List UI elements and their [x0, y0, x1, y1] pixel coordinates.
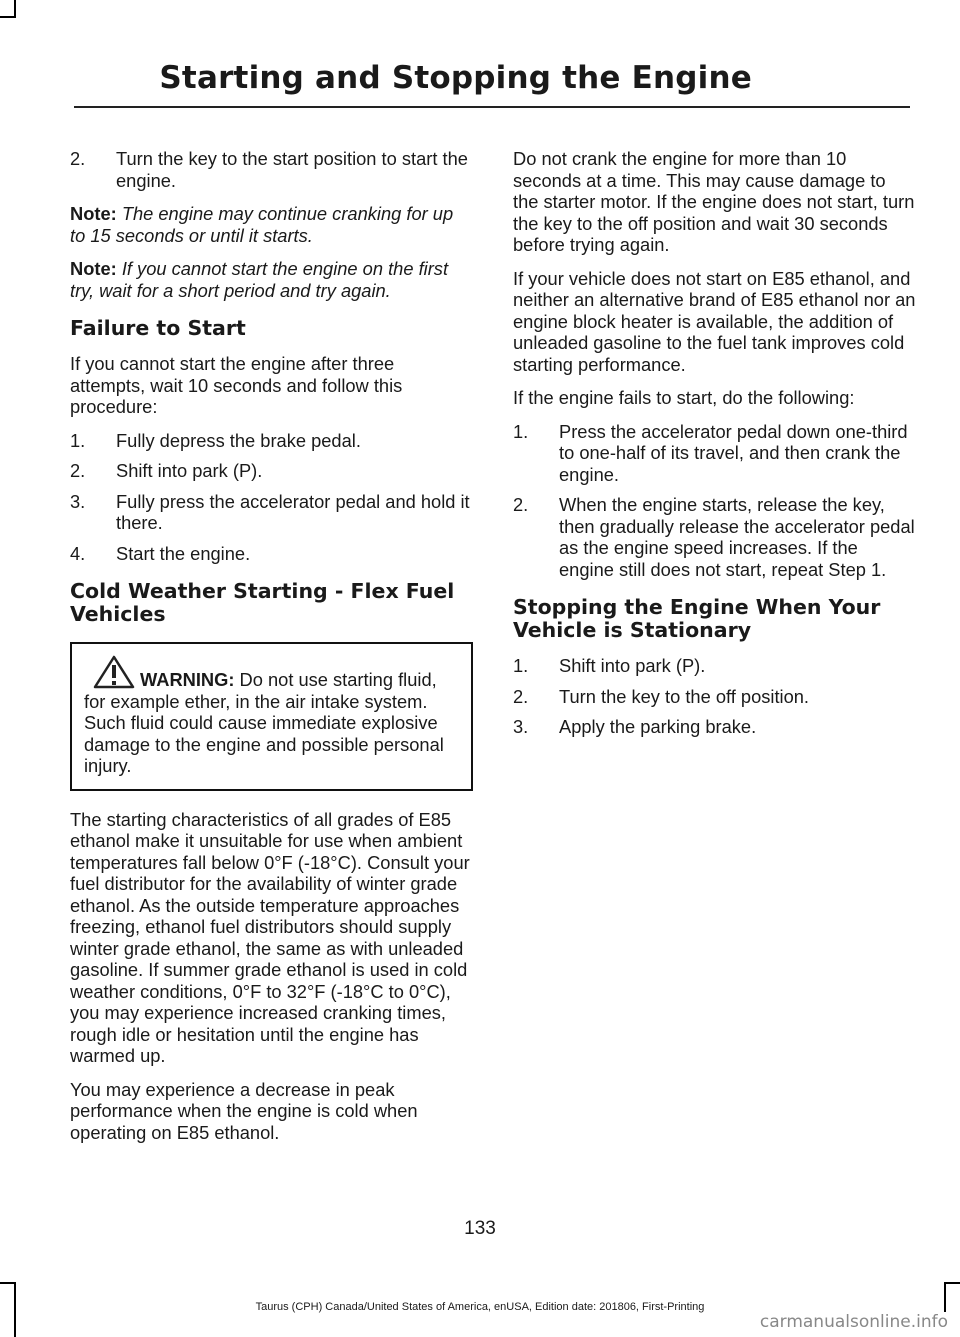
paragraph: If the engine fails to start, do the following:	[513, 387, 855, 408]
list-number: 3.	[70, 490, 86, 512]
list-text: Apply the parking brake.	[559, 716, 757, 737]
failure-steps	[70, 430, 473, 565]
list-item	[513, 686, 916, 708]
list-item	[70, 460, 473, 482]
note	[70, 258, 473, 301]
list-number: 2.	[70, 460, 86, 481]
list-text: Press the accelerator pedal down one-third to one-half of its travel, and then crank the engine.	[559, 420, 908, 485]
list-text: Shift into park (P).	[559, 655, 706, 676]
right-column	[513, 148, 916, 750]
list-number: 2.	[70, 148, 86, 169]
warning-label: WARNING:	[140, 669, 235, 690]
warning-triangle-icon	[92, 654, 136, 690]
section-heading-cold-weather: Cold Weather Starting - Flex Fuel Vehicles	[70, 579, 455, 626]
list-number: 4.	[70, 542, 86, 564]
page-number: 133	[464, 1218, 496, 1239]
list-text: Fully press the accelerator pedal and hold it there.	[116, 490, 470, 533]
edition-footer: Taurus (CPH) Canada/United States of America, enUSA, Edition date: 201806, First-Printing	[255, 1301, 705, 1313]
list-text: Fully depress the brake pedal.	[116, 429, 361, 451]
left-column	[70, 148, 473, 1155]
list-text: Turn the key to the off position.	[559, 685, 809, 707]
crop-mark	[944, 1282, 960, 1284]
section-heading-stopping: Stopping the Engine When Your Vehicle is Stationary	[513, 595, 881, 642]
page-title: Starting and Stopping the Engine	[159, 60, 752, 96]
list-number: 1.	[513, 655, 529, 676]
warning-text: Do not use starting fluid, for example ether, in the air intake system. Such fluid could cause immediate explosive damage to the engine and possible personal injury.	[84, 669, 444, 776]
list-text: When the engine starts, release the key, then gradually release the accelerator pedal as the engine speed increases. If the engine still does not start, repeat Step 1.	[559, 494, 915, 580]
list-number: 1.	[513, 420, 529, 442]
header-divider	[74, 106, 910, 108]
list-item	[70, 543, 473, 565]
list-number: 2.	[513, 685, 529, 707]
note-text: The engine may continue cranking for up to 15 seconds or until it starts.	[70, 203, 454, 246]
list-number: 1.	[70, 429, 86, 451]
start-steps-continued	[70, 148, 473, 191]
list-item	[70, 148, 473, 191]
paragraph: The starting characteristics of all grades of E85 ethanol make it unsuitable for use when ambient temperatures fall below 0°F (-18°C). Consult your fuel distributor for the availability of winter grade ethanol. As the outside temperature approaches freezing, ethanol fuel distributors should supply winter grade ethanol, the same as with unleaded gasoline. If summer grade ethanol is used in cold weather conditions, 0°F to 32°F (-18°C to 0°C), you may experience increased cranking times, rough idle or hesitation until the engine has warmed up.	[70, 808, 470, 1066]
list-item	[70, 430, 473, 452]
list-item	[513, 421, 916, 486]
section-heading-failure: Failure to Start	[70, 316, 246, 340]
note-label: Note:	[70, 203, 117, 224]
warning-box	[70, 642, 473, 791]
paragraph: Do not crank the engine for more than 10 seconds at a time. This may cause damage to the starter motor. If the engine does not start, turn the key to the off position and wait 30 seconds before trying again.	[513, 148, 915, 255]
list-number: 3.	[513, 716, 529, 737]
paragraph: You may experience a decrease in peak performance when the engine is cold when operating on E85 ethanol.	[70, 1078, 418, 1143]
paragraph: If your vehicle does not start on E85 ethanol, and neither an alternative brand of E85 ethanol nor an engine block heater is available, the addition of unleaded gasoline to the fuel tank improves cold starting performance.	[513, 267, 916, 375]
e85-start-steps	[513, 421, 916, 581]
list-text: Start the engine.	[116, 542, 251, 564]
list-number: 2.	[513, 494, 529, 515]
crop-mark	[0, 16, 16, 18]
list-text: Shift into park (P).	[116, 460, 263, 481]
note-label: Note:	[70, 258, 117, 279]
list-item	[513, 655, 916, 677]
crop-mark	[0, 1282, 16, 1284]
list-item	[513, 716, 916, 738]
paragraph: If you cannot start the engine after three attempts, wait 10 seconds and follow this procedure:	[70, 353, 403, 417]
watermark: carmanualsonline.info	[759, 1312, 948, 1332]
list-item	[513, 494, 916, 580]
list-text: Turn the key to the start position to start the engine.	[116, 148, 468, 191]
stopping-steps	[513, 655, 916, 738]
note	[70, 203, 473, 246]
crop-mark	[14, 0, 16, 16]
note-text: If you cannot start the engine on the first try, wait for a short period and try again.	[70, 258, 449, 301]
list-item	[70, 491, 473, 534]
